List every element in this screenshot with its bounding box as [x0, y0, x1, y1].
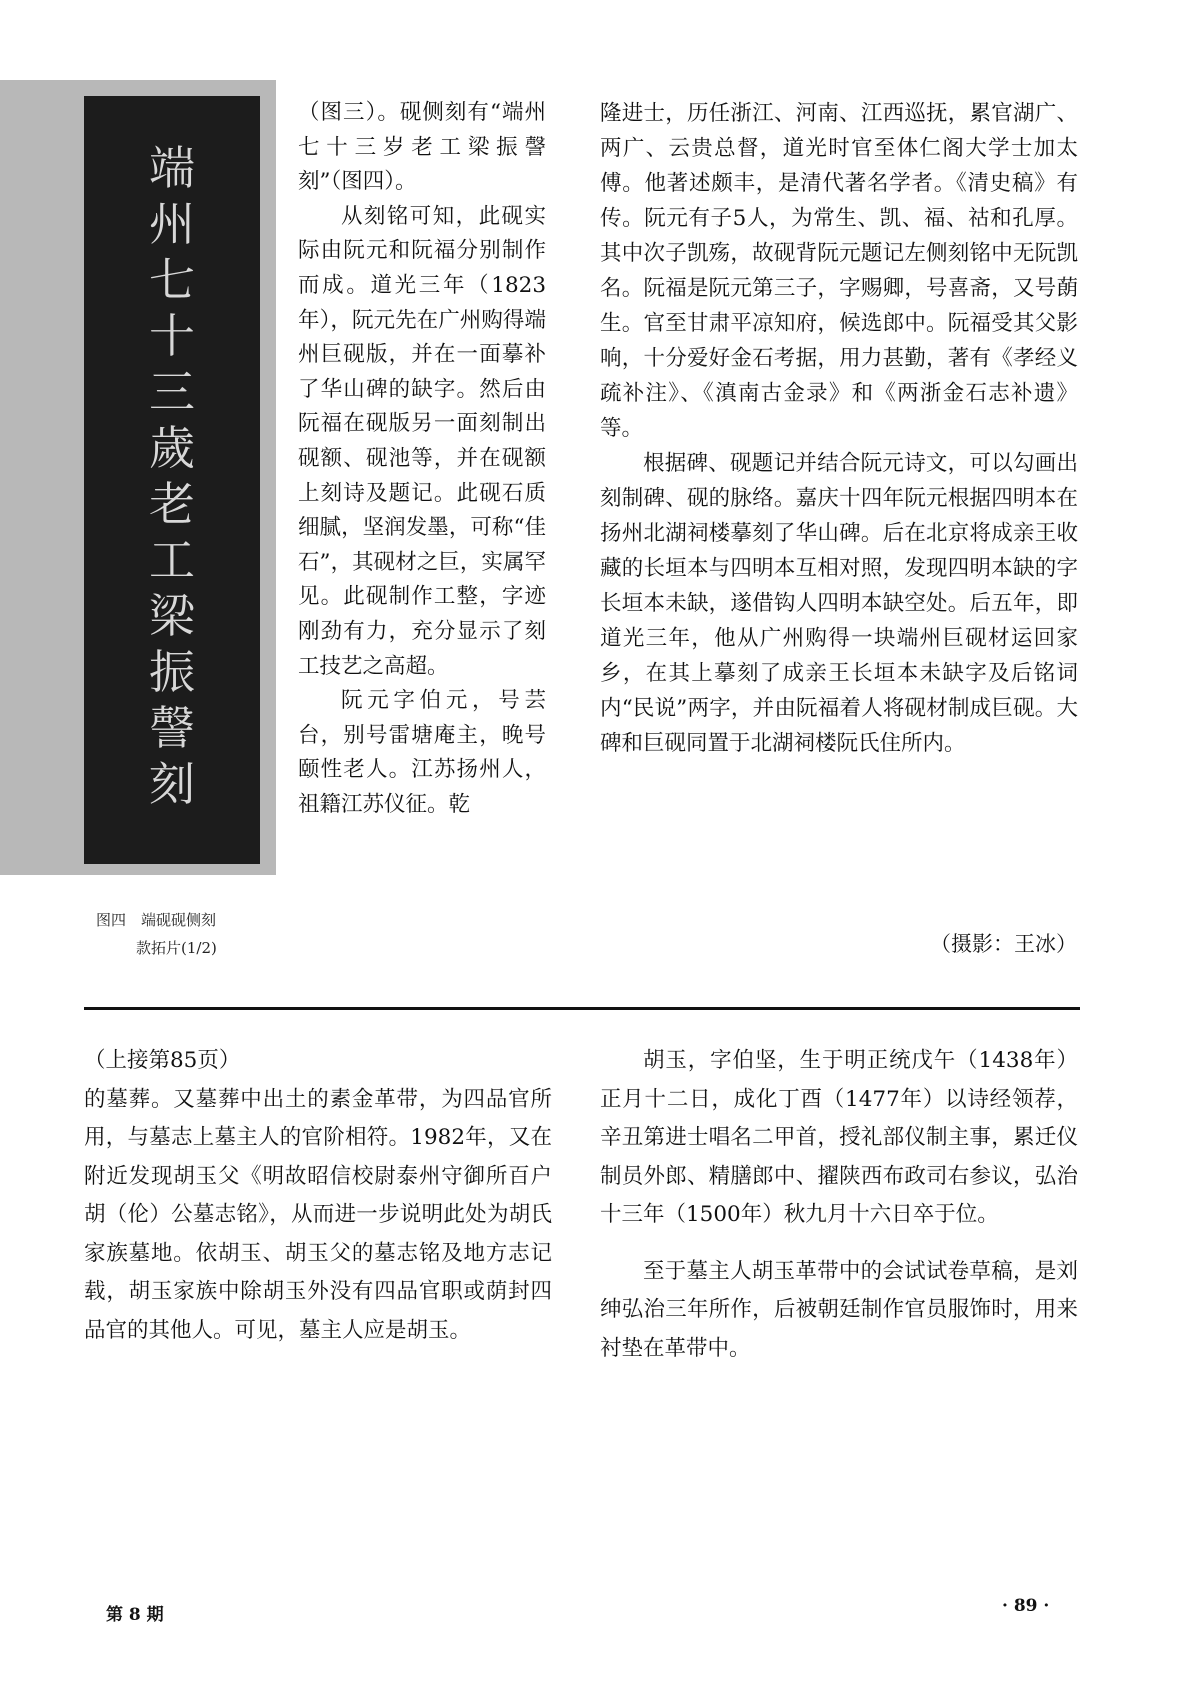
rubbing-char: 謦	[149, 701, 195, 755]
rubbing-char: 七	[149, 253, 195, 307]
rubbing-char: 老	[149, 477, 195, 531]
rubbing-char: 十	[149, 309, 195, 363]
photo-credit: （摄影：王冰）	[930, 932, 1077, 956]
article-column-a	[298, 96, 546, 822]
continued-article-column-c	[84, 1042, 552, 1350]
rubbing-char: 刻	[149, 757, 195, 811]
rubbing-char: 振	[149, 645, 195, 699]
rubbing-char: 工	[149, 533, 195, 587]
caption-line-2: 款拓片(1/2)	[136, 939, 217, 957]
caption-line-1: 图四 端砚砚侧刻	[96, 911, 217, 929]
paragraph: 的墓葬。又墓葬中出土的素金革带，为四品官所用，与墓志上墓主人的官阶相符。1982年，又在附近发现胡玉父《明故昭信校尉泰州守御所百户胡（伦）公墓志铭》，从而进一步说明此处为胡氏家族墓地。依胡玉、胡玉父的墓志铭及地方志记载，胡玉家族中除胡玉外没有四品官职或荫封四品官的其他人。可见，墓主人应是胡玉。	[84, 1086, 552, 1343]
paragraph: 至于墓主人胡玉革带中的会试试卷草稿，是刘绅弘治三年所作，后被朝廷制作官员服饰时，用来衬垫在革带中。	[600, 1258, 1078, 1361]
figure-caption	[96, 906, 266, 962]
paragraph: （图三）。砚侧刻有“端州七十三岁老工梁振謦刻”（图四）。	[298, 100, 546, 195]
paragraph: 从刻铭可知，此砚实际由阮元和阮福分别制作而成。道光三年（1823年），阮元先在广州购得端州巨砚版，并在一面摹补了华山碑的缺字。然后由阮福在砚版另一面刻制出砚额、砚池等，并在砚额上刻诗及题记。此砚石质细腻，坚润发墨，可称“佳石”，其砚材之巨，实属罕见。此砚制作工整，字迹刚劲有力，充分显示了刻工技艺之高超。	[298, 203, 546, 679]
paragraph: 阮元字伯元，号芸台，别号雷塘庵主，晚号颐性老人。江苏扬州人，祖籍江苏仪征。乾	[298, 688, 546, 817]
rubbing-char: 三	[149, 365, 195, 419]
issue-number: 第 8 期	[106, 1605, 164, 1625]
rubbing-image	[0, 80, 276, 875]
rubbing-char: 州	[149, 197, 195, 251]
article-column-b	[600, 96, 1078, 761]
paragraph: 根据碑、砚题记并结合阮元诗文，可以勾画出刻制碑、砚的脉络。嘉庆十四年阮元根据四明本在扬州北湖祠楼摹刻了华山碑。后在北京将成亲王收藏的长垣本与四明本互相对照，发现四明本缺的字长垣本未缺，遂借钩人四明本缺空处。后五年，即道光三年，他从广州购得一块端州巨砚材运回家乡，在其上摹刻了成亲王长垣本未缺字及后铭词内“民说”两字，并由阮福着人将砚材制成巨砚。大碑和巨砚同置于北湖祠楼阮氏住所内。	[600, 451, 1078, 756]
section-divider	[84, 1007, 1080, 1010]
rubbing-char: 梁	[149, 589, 195, 643]
continued-article-column-d	[600, 1042, 1078, 1368]
rubbing-char: 歲	[149, 421, 195, 475]
paragraph: 隆进士，历任浙江、河南、江西巡抚，累官湖广、两广、云贵总督，道光时官至体仁阁大学士加太傅。他著述颇丰，是清代著名学者。《清史稿》有传。阮元有子5人，为常生、凯、福、祜和孔厚。其中次子凯殇，故砚背阮元题记左侧刻铭中无阮凯名。阮福是阮元第三子，字赐卿，号喜斋，又号蓢生。官至甘肃平凉知府，候选郎中。阮福受其父影响，十分爱好金石考据，用力甚勤，著有《孝经义疏补注》、《滇南古金录》和《两浙金石志补遗》等。	[600, 101, 1078, 441]
continuation-note: （上接第85页）	[84, 1048, 241, 1073]
paragraph: 胡玉，字伯坚，生于明正统戊午（1438年）正月十二日，成化丁酉（1477年）以诗经领荐，辛丑第进士唱名二甲首，授礼部仪制主事，累迁仪制员外郎、精膳郎中、擢陕西布政司右参议，弘治十三年（1500年）秋九月十六日卒于位。	[600, 1048, 1078, 1227]
rubbing-char: 端	[149, 141, 195, 195]
page-number: · 89 ·	[1002, 1596, 1050, 1616]
rubbing-inscription	[84, 140, 260, 812]
